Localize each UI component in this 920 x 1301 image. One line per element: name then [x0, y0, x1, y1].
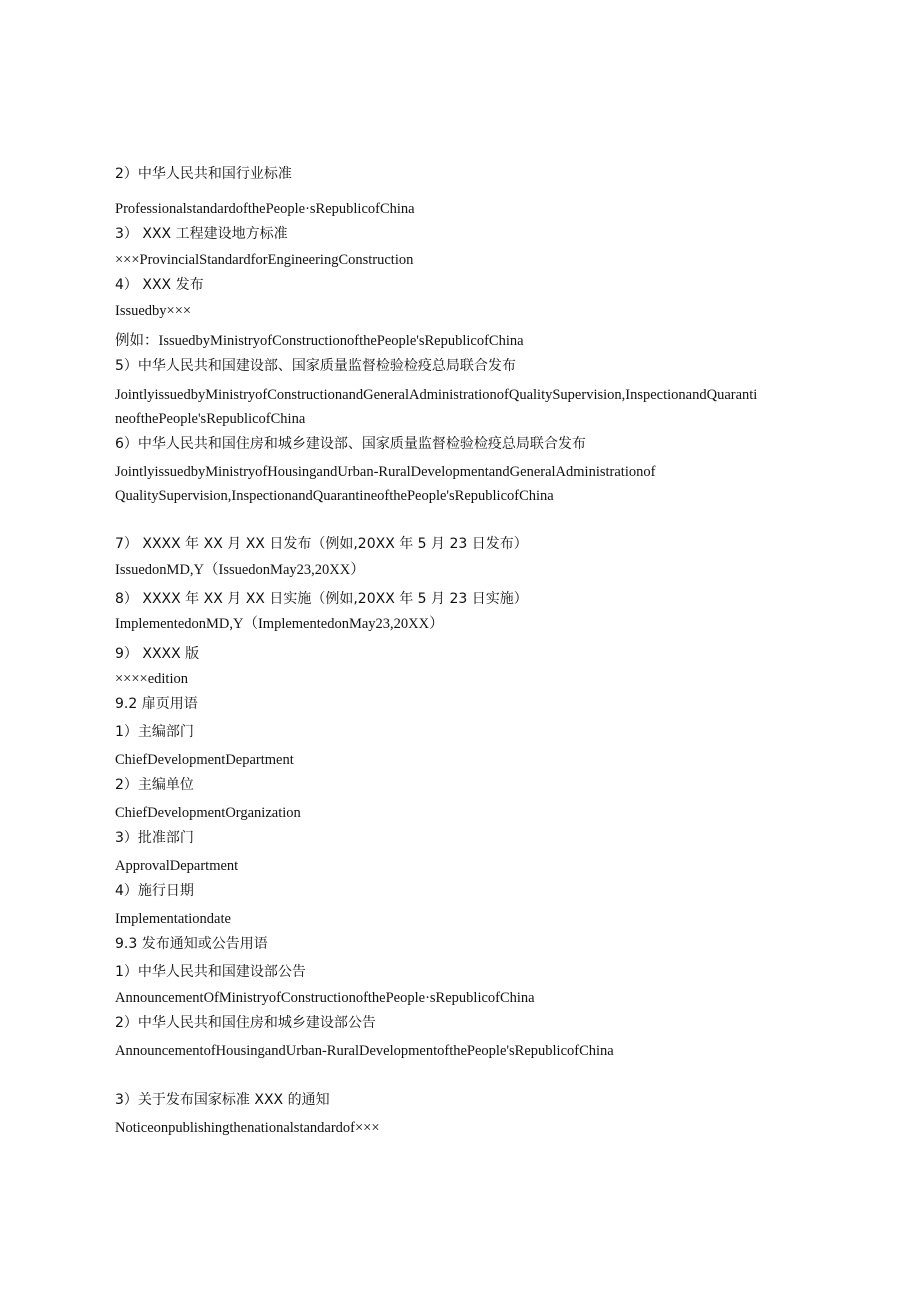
item-9-english: ××××edition — [115, 671, 188, 687]
notice-item-3: 3）关于发布国家标准 XXX 的通知 — [115, 1092, 330, 1108]
item-5-title: 5）中华人民共和国建设部、国家质量监督检验检疫总局联合发布 — [115, 358, 516, 374]
title-page-item-1-english: ChiefDevelopmentDepartment — [115, 752, 294, 768]
notice-item-2: 2）中华人民共和国住房和城乡建设部公告 — [115, 1015, 376, 1031]
item-8-title: 8） XXXX 年 XX 月 XX 日实施（例如,20XX 年 5 月 23 日实施） — [115, 591, 528, 607]
title-page-item-4-english: Implementationdate — [115, 911, 231, 927]
title-page-item-2: 2）主编单位 — [115, 777, 194, 793]
item-4-title: 4） XXX 发布 — [115, 277, 204, 293]
item-6-english-line-1: JointlyissuedbyMinistryofHousingandUrban-RuralDevelopmentandGeneralAdministrationof — [115, 464, 656, 480]
notice-item-3-english: Noticeonpublishingthenationalstandardof××× — [115, 1120, 380, 1136]
item-2-title: 2）中华人民共和国行业标准 — [115, 166, 292, 182]
title-page-item-4: 4）施行日期 — [115, 883, 194, 899]
section-9-3-heading: 9.3 发布通知或公告用语 — [115, 936, 268, 952]
item-3-english: ×××ProvincialStandardforEngineeringConstruction — [115, 252, 414, 268]
item-5-english-line-1: JointlyissuedbyMinistryofConstructionandGeneralAdministrationofQualitySupervision,InspectionandQuaranti — [115, 387, 758, 403]
item-4-english: Issuedby××× — [115, 303, 192, 319]
notice-item-2-english: AnnouncementofHousingandUrban-RuralDevelopmentofthePeople'sRepublicofChina — [115, 1043, 614, 1059]
title-page-item-1: 1）主编部门 — [115, 724, 194, 740]
item-7-english: IssuedonMD,Y（IssuedonMay23,20XX） — [115, 562, 365, 578]
item-6-title: 6）中华人民共和国住房和城乡建设部、国家质量监督检验检疫总局联合发布 — [115, 436, 586, 452]
item-2-english: ProfessionalstandardofthePeople·sRepublicofChina — [115, 201, 415, 217]
item-9-title: 9） XXXX 版 — [115, 646, 200, 662]
item-4-example: 例如：IssuedbyMinistryofConstructionofthePeople'sRepublicofChina — [115, 333, 524, 349]
title-page-item-2-english: ChiefDevelopmentOrganization — [115, 805, 301, 821]
item-8-english: ImplementedonMD,Y（ImplementedonMay23,20XX） — [115, 616, 444, 632]
title-page-item-3: 3）批准部门 — [115, 830, 194, 846]
item-6-english-line-2: QualitySupervision,InspectionandQuarantineofthePeople'sRepublicofChina — [115, 488, 554, 504]
notice-item-1: 1）中华人民共和国建设部公告 — [115, 964, 306, 980]
section-9-2-heading: 9.2 扉页用语 — [115, 696, 198, 712]
item-7-title: 7） XXXX 年 XX 月 XX 日发布（例如,20XX 年 5 月 23 日发布） — [115, 536, 528, 552]
notice-item-1-english: AnnouncementOfMinistryofConstructionofthePeople·sRepublicofChina — [115, 990, 535, 1006]
item-3-title: 3） XXX 工程建设地方标准 — [115, 226, 288, 242]
title-page-item-3-english: ApprovalDepartment — [115, 858, 239, 874]
item-5-english-line-2: neofthePeople'sRepublicofChina — [115, 411, 306, 427]
